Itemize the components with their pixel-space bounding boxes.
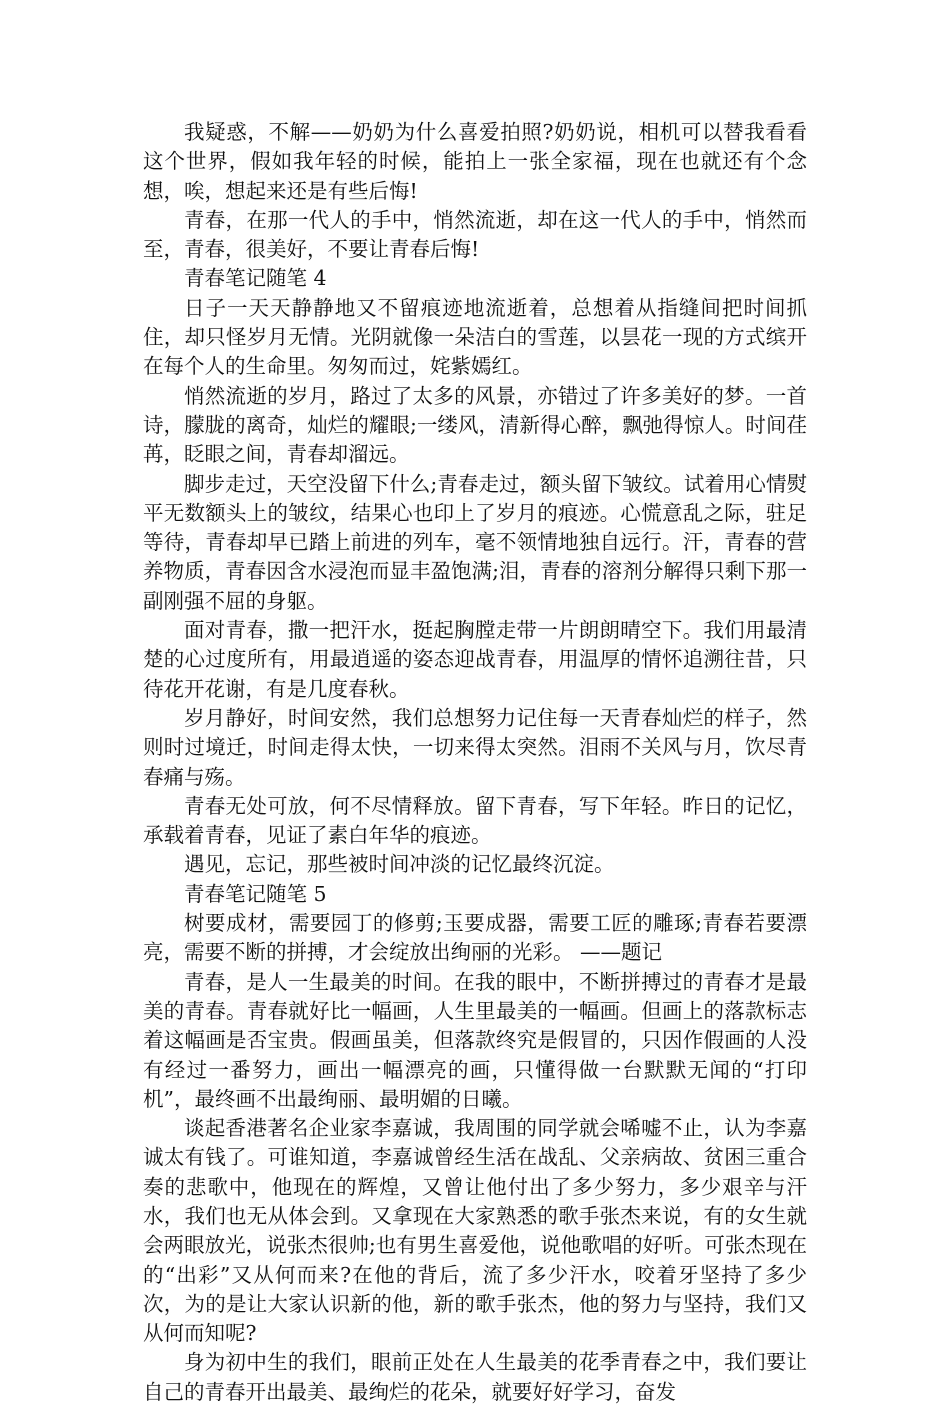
section-heading: 青春笔记随笔 5	[184, 881, 327, 906]
paragraph: 日子一天天静静地又不留痕迹地流逝着，总想着从指缝间把时间抓住，却只怪岁月无情。光阴就像一朵洁白的雪莲，以昙花一现的方式缤开在每个人的生命里。匆匆而过，姹紫嫣红。	[143, 295, 807, 379]
paragraph: 青春，在那一代人的手中，悄然流逝，却在这一代人的手中，悄然而至，青春，很美好，不要让青春后悔!	[143, 207, 807, 262]
paragraph: 谈起香港著名企业家李嘉诚，我周围的同学就会唏嘘不止，认为李嘉诚太有钱了。可谁知道，李嘉诚曾经生活在战乱、父亲病故、贫困三重合奏的悲歌中，他现在的辉煌，又曾让他付出了多少努力，多少艰辛与汗水，我们也无从体会到。又拿现在大家熟悉的歌手张杰来说，有的女生就会两眼放光，说张杰很帅;也有男生喜爱他，说他歌唱的好听。可张杰现在的“出彩”又从何而来?在他的背后，流了多少汗水，咬着牙坚持了多少次，为的是让大家认识新的他，新的歌手张杰，他的努力与坚持，我们又从何而知呢?	[143, 1116, 807, 1346]
section-heading: 青春笔记随笔 4	[184, 266, 327, 291]
document-body	[143, 118, 807, 1407]
paragraph: 面对青春，撒一把汗水，挺起胸膛走带一片朗朗晴空下。我们用最清楚的心过度所有，用最逍遥的姿态迎战青春，用温厚的情怀追溯往昔，只待花开花谢，有是几度春秋。	[143, 618, 807, 701]
paragraph: 青春，是人一生最美的时间。在我的眼中，不断拼搏过的青春才是最美的青春。青春就好比一幅画，人生里最美的一幅画。但画上的落款标志着这幅画是否宝贵。假画虽美，但落款终究是假冒的，只因作假画的人没有经过一番努力，画出一幅漂亮的画，只懂得做一台默默无闻的“打印机”，最终画不出最绚丽、最明媚的日曦。	[143, 969, 807, 1111]
paragraph: 岁月静好，时间安然，我们总想努力记住每一天青春灿烂的样子，然则时过境迁，时间走得太快，一切来得太突然。泪雨不关风与月，饮尽青春痛与殇。	[143, 705, 807, 789]
paragraph: 悄然流逝的岁月，路过了太多的风景，亦错过了许多美好的梦。一首诗，朦胧的离奇，灿烂的耀眼;一缕风，清新得心醉，飘弛得惊人。时间荏苒，眨眼之间，青春却溜远。	[143, 383, 807, 467]
paragraph: 青春无处可放，何不尽情释放。留下青春，写下年轻。昨日的记忆，承载着青春，见证了素白年华的痕迹。	[143, 793, 807, 848]
paragraph: 脚步走过，天空没留下什么;青春走过，额头留下皱纹。试着用心情熨平无数额头上的皱纹，结果心也印上了岁月的痕迹。心慌意乱之际，驻足等待，青春却早已踏上前进的列车，毫不领情地独自远行。汗，青春的营养物质，青春因含水浸泡而显丰盈饱满;泪，青春的溶剂分解得只剩下那一副刚强不屈的身躯。	[143, 471, 807, 613]
paragraph: 我疑惑，不解——奶奶为什么喜爱拍照?奶奶说，相机可以替我看看这个世界，假如我年轻的时候，能拍上一张全家福，现在也就还有个念想，唉，想起来还是有些后悔!	[143, 120, 807, 203]
paragraph: 树要成材，需要园丁的修剪;玉要成器，需要工匠的雕琢;青春若要漂亮，需要不断的拼搏，才会绽放出绚丽的光彩。 ——题记	[143, 911, 807, 965]
paragraph: 身为初中生的我们，眼前正处在人生最美的花季青春之中，我们要让自己的青春开出最美、最绚烂的花朵，就要好好学习，奋发	[143, 1350, 807, 1404]
paragraph: 遇见，忘记，那些被时间冲淡的记忆最终沉淀。	[184, 852, 615, 877]
